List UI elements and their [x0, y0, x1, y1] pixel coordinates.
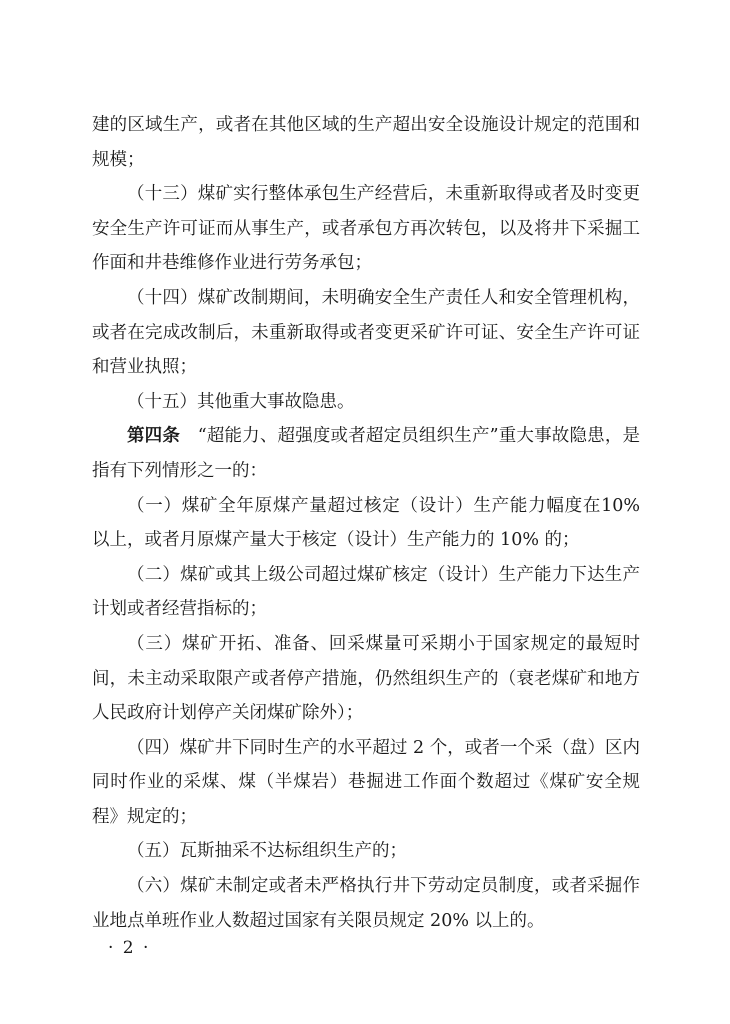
page-number: · 2 ·	[108, 938, 151, 958]
article-label: 第四条	[127, 426, 181, 447]
paragraph: （十五）其他重大事故隐患。	[127, 391, 355, 412]
paragraph: （三）煤矿开拓、准备、回采煤量可采期小于国家规定的最短时间，未主动采取限产或者停产措施，仍然组织生产的（衰老煤矿和地方人民政府计划停产关闭煤矿除外）；	[92, 633, 640, 724]
paragraph: （一）煤矿全年原煤产量超过核定（设计）生产能力幅度在10% 以上，或者月原煤产量大于核定（设计）生产能力的 10% 的；	[92, 495, 640, 551]
paragraph: （五）瓦斯抽采不达标组织生产的；	[127, 841, 407, 862]
paragraph: （十三）煤矿实行整体承包生产经营后，未重新取得或者及时变更安全生产许可证而从事生产，或者承包方再次转包，以及将井下采掘工作面和井巷维修作业进行劳务承包；	[92, 184, 640, 274]
paragraph: （四）煤矿井下同时生产的水平超过 2 个，或者一个采（盘）区内同时作业的采煤、煤（半煤岩）巷掘进工作面个数超过《煤矿安全规程》规定的；	[92, 737, 640, 827]
document-body	[92, 108, 640, 938]
paragraph: （十四）煤矿改制期间，未明确安全生产责任人和安全管理机构，或者在完成改制后，未重新取得或者变更采矿许可证、安全生产许可证和营业执照；	[92, 287, 640, 378]
article-text: “超能力、超强度或者超定员组织生产”重大事故隐患，是指有下列情形之一的：	[92, 426, 640, 481]
paragraph: （二）煤矿或其上级公司超过煤矿核定（设计）生产能力下达生产计划或者经营指标的；	[92, 564, 640, 620]
paragraph: （六）煤矿未制定或者未严格执行井下劳动定员制度，或者采掘作业地点单班作业人数超过国家有关限员规定 20% 以上的。	[92, 876, 640, 931]
article-paragraph	[92, 419, 640, 488]
paragraph: 建的区域生产，或者在其他区域的生产超出安全设施设计规定的范围和规模；	[92, 115, 640, 170]
